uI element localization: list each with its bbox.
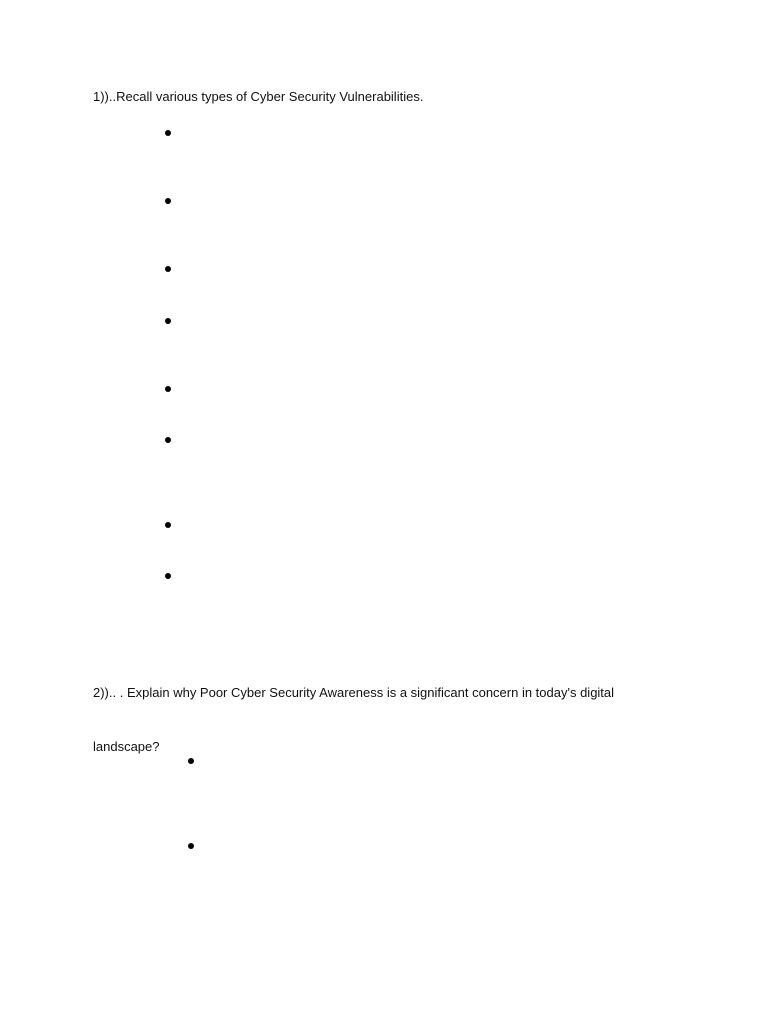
bullet-icon: [165, 437, 171, 443]
bullet-icon: [165, 130, 171, 136]
bullet-icon: [188, 843, 194, 849]
bullet-icon: [165, 318, 171, 324]
bullet-icon: [188, 758, 194, 764]
bullet-icon: [165, 198, 171, 204]
bullet-icon: [165, 386, 171, 392]
bullet-icon: [165, 573, 171, 579]
question-2-text: [93, 648, 653, 792]
question-2-line-1: 2)).. . Explain why Poor Cyber Security Awareness is a significant concern in today's digital: [93, 685, 615, 700]
question-2-line-2: landscape?: [93, 739, 160, 754]
question-1-text: 1))..Recall various types of Cyber Security Vulnerabilities.: [93, 89, 424, 104]
bullet-icon: [165, 522, 171, 528]
bullet-icon: [165, 266, 171, 272]
